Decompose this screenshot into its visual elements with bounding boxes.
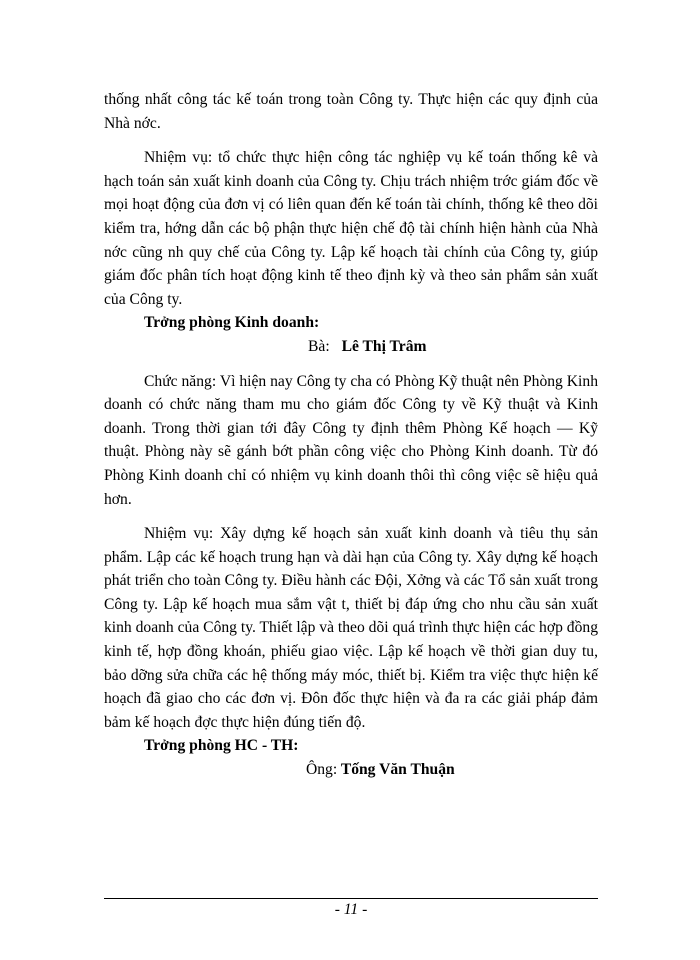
person-admin-head — [104, 758, 598, 782]
person-business-head — [104, 335, 598, 359]
paragraph-business-function: Chức năng: Vì hiện nay Công ty cha có Phòng Kỹ thuật nên Phòng Kinh doanh có chức năng tham mu cho giám đốc Công ty về Kỹ thuật và Kinh doanh. Trong thời gian tới đây Công ty định thêm Phòng Kế hoạch — Kỹ thuật. Phòng này sẽ gánh bớt phần công việc cho Phòng Kinh doanh. Từ đó Phòng Kinh doanh chỉ có nhiệm vụ kinh doanh thôi thì công việc sẽ hiệu quả hơn. — [104, 372, 598, 508]
person-name: Tống Văn Thuận — [340, 761, 455, 779]
paragraph-business-duties: Nhiệm vụ: Xây dựng kế hoạch sản xuất kinh doanh và tiêu thụ sản phẩm. Lập các kế hoạch trung hạn và dài hạn của Công ty. Xây dựng kế hoạch phát triển cho toàn Công ty. Điều hành các Đội, Xởng và các Tổ sản xuất trong Công ty. Lập kế hoạch mua sắm vật t, thiết bị đáp ứng cho nhu cầu sản xuất kinh doanh của Công ty. Thiết lập và theo dõi quá trình thực hiện các hợp đồng kinh tế, hợp đồng khoán, phiếu giao việc. Lập kế hoạch về thời gian duy tu, bảo dỡng sửa chữa các hệ thống máy móc, thiết bị. Kiểm tra việc thực hiện kế hoạch đã giao cho các đơn vị. Đôn đốc thực hiện và đa ra các giải pháp đảm bảm kế hoạch đợc thực hiện đúng tiến độ. — [104, 525, 598, 731]
page-number: - 11 - — [334, 901, 368, 918]
footer-rule — [104, 898, 598, 899]
person-title: Ông: — [306, 761, 338, 779]
heading-business-dept: Trởng phòng Kinh doanh: — [144, 314, 320, 332]
person-name: Lê Thị Trâm — [341, 337, 427, 355]
paragraph-accounting-duties: Nhiệm vụ: tổ chức thực hiện công tác nghiệp vụ kế toán thống kê và hạch toán sản xuất kinh doanh của Công ty. Chịu trách nhiệm trớc giám đốc về mọi hoạt động của đơn vị có liên quan đến kế toán tài chính, thống kê theo dõi kiểm tra, hớng dẫn các bộ phận thực hiện chế độ tài chính hiện hành của Nhà nớc cũng nh quy chế của Công ty. Lập kế hoạch tài chính của Công ty, giúp giám đốc phân tích hoạt động kinh tế theo định kỳ và theo sản phẩm sản xuất của Công ty. — [104, 149, 598, 308]
heading-admin-dept: Trởng phòng HC - TH: — [144, 737, 299, 755]
person-title: Bà: — [308, 337, 330, 355]
document-body — [104, 88, 598, 782]
paragraph-intro: thống nhất công tác kế toán trong toàn Công ty. Thực hiện các quy định của Nhà nớc. — [104, 91, 598, 132]
